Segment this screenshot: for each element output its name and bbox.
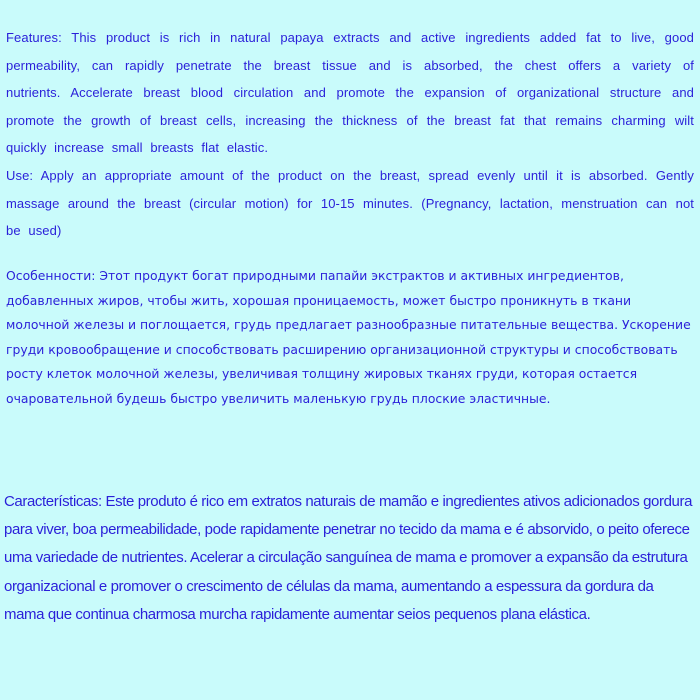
portuguese-features-paragraph: Características: Este produto é rico em extratos naturais de mamão e ingredientes ativos adicionados gordura para viver, boa permeabilidade, pode rapidamente penetrar no tecido da mama e é absorvido, o peito oferece uma variedade de nutrientes. Acelerar a circulação sanguínea de mama e promover a expansão da estrutura organizacional e promover o crescimento de células da mama, aumentando a espessura da gordura da mama que continua charmosa murcha rapidamente aumentar seios pequenos plana elástica. — [4, 493, 693, 623]
russian-section — [6, 264, 694, 412]
english-section — [6, 24, 694, 245]
english-features-paragraph: Features: This product is rich in natural papaya extracts and active ingredients added fat to live, good permeability, can rapidly penetrate the breast tissue and is absorbed, the chest offers a variety of nutrients. Accelerate breast blood circulation and promote the expansion of organizational structure and promote the growth of breast cells, increasing the thickness of the breast fat that remains charming wilt quickly increase small breasts flat elastic. — [6, 30, 694, 156]
portuguese-section — [4, 488, 696, 629]
russian-features-paragraph: Особенности: Этот продукт богат природными папайи экстрактов и активных ингредиентов, добавленных жиров, чтобы жить, хорошая проницаемость, может быстро проникнуть в ткани молочной железы и поглощается, грудь предлагает разнообразные питательные вещества. Ускорение груди кровообращение и способствовать расширению организационной структуры и способствовать росту клеток молочной железы, увеличивая толщину жировых тканях груди, которая остается очаровательной будешь быстро увеличить маленькую грудь плоские эластичные. — [6, 268, 691, 406]
english-use-paragraph: Use: Apply an appropriate amount of the product on the breast, spread evenly until it is absorbed. Gently massage around the breast (circular motion) for 10-15 minutes. (Pregnancy, lactation, menstruation can not be used) — [6, 167, 694, 239]
